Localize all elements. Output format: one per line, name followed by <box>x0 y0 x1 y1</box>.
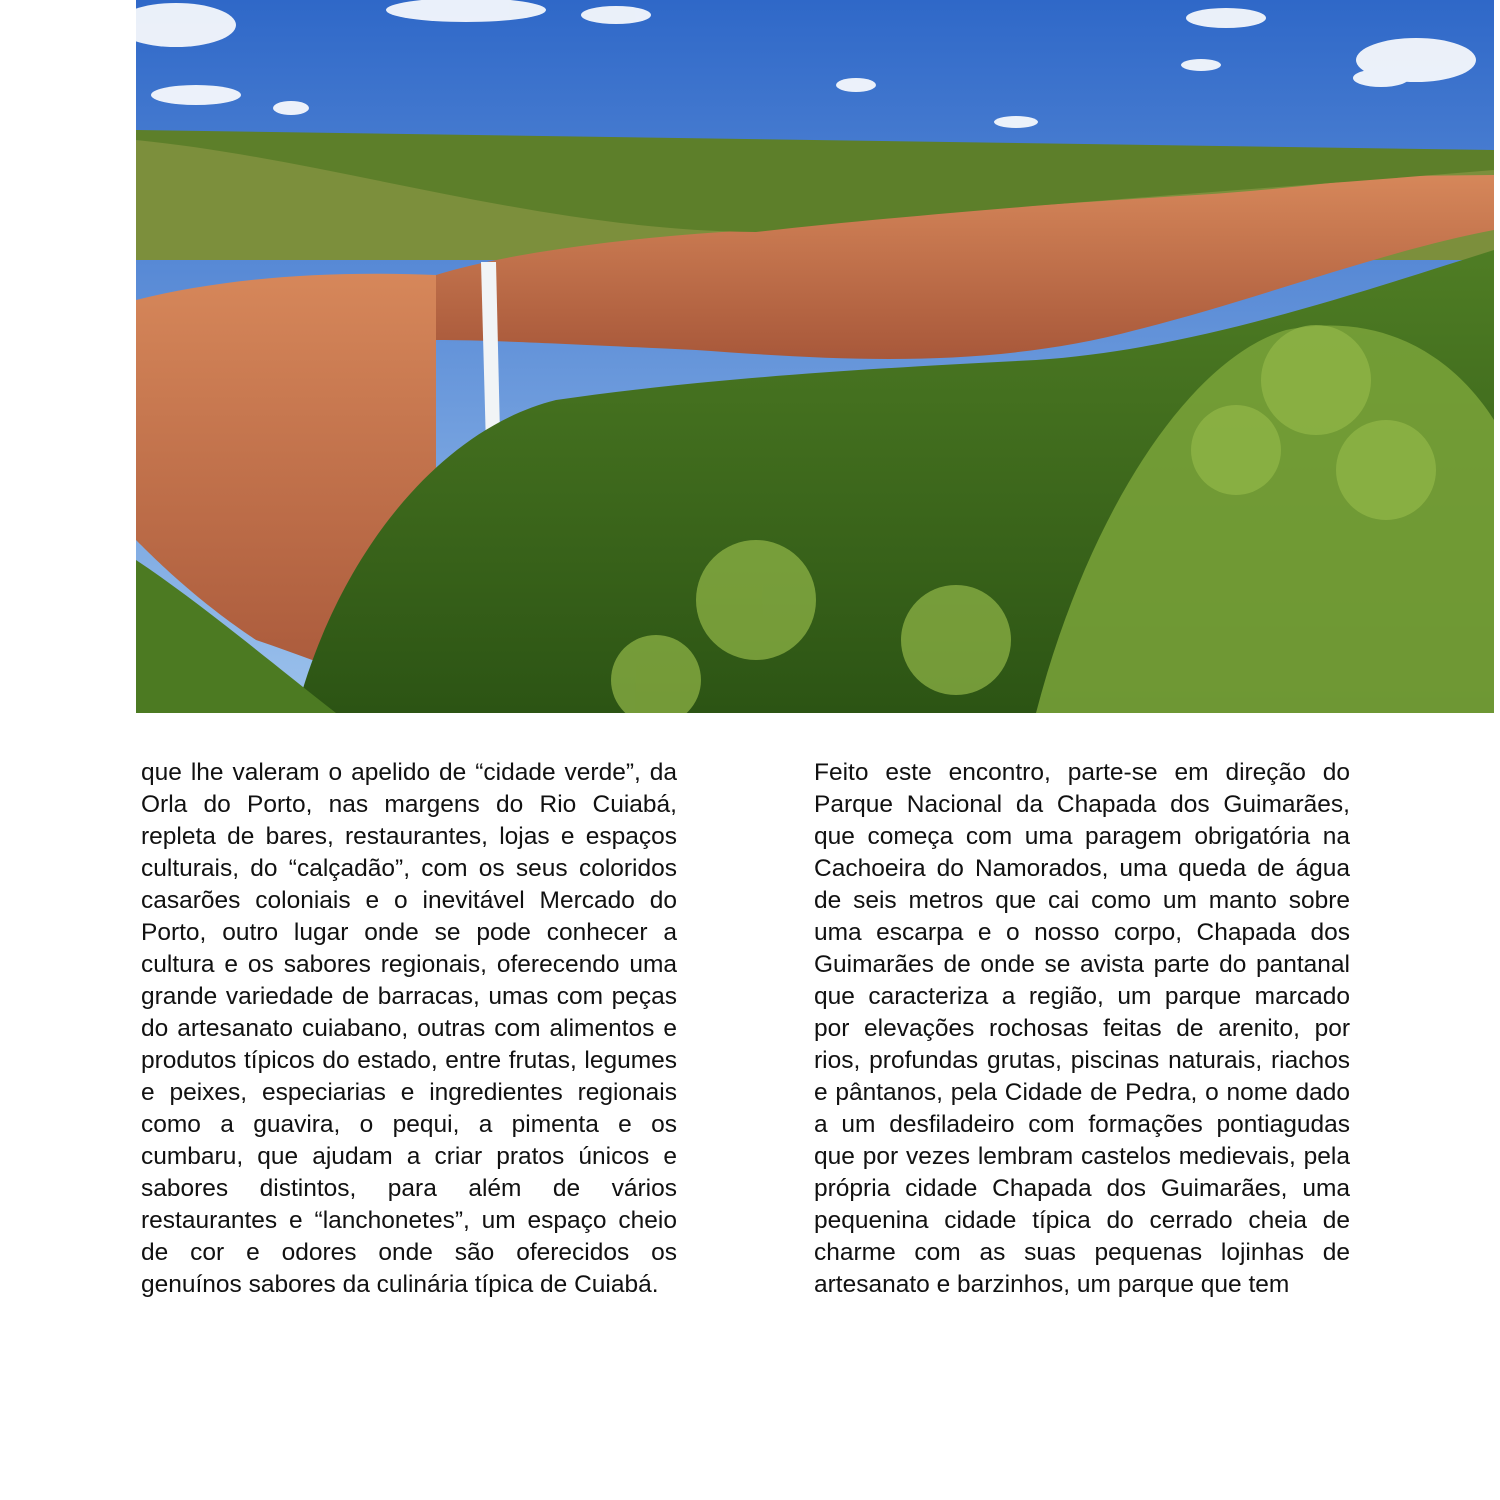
article-column-right: Feito este encontro, parte-se em direção do Parque Nacional da Chapada dos Guimarães, que começa com uma paragem obrigatória na Cachoeira do Namorados, uma queda de água de seis metros que cai como um manto sobre uma escarpa e o nosso corpo, Chapada dos Guimarães de onde se avista parte do pantanal que caracteriza a região, um parque marcado por elevações rochosas feitas de arenito, por rios, profundas grutas, piscinas naturais, riachos e pântanos, pela Cidade de Pedra, o nome dado a um desfiladeiro com formações pontiagudas que por vezes lembram castelos medievais, pela própria cidade Chapada dos Guimarães, uma pequenina cidade típica do cerrado cheia de charme com as suas pequenas lojinhas de artesanato e barzinhos, um parque que tem <box>814 759 1350 1298</box>
waterfall-canyon-illustration <box>136 0 1494 713</box>
article-column-left: que lhe valeram o apelido de “cidade verde”, da Orla do Porto, nas margens do Rio Cuiabá, repleta de bares, restaurantes, lojas e espaços culturais, do “calçadão”, com os seus coloridos casarões coloniais e o inevitável Mercado do Porto, outro lugar onde se pode conhecer a cultura e os sabores regionais, oferecendo uma grande variedade de barracas, umas com peças do artesanato cuiabano, outras com alimentos e produtos típicos do estado, entre frutas, legumes e peixes, especiarias e ingredientes regionais como a guavira, o pequi, a pimenta e os cumbaru, que ajudam a criar pratos únicos e sabores distintos, para além de vários restaurantes e “lanchonetes”, um espaço cheio de cor e odores onde são oferecidos os genuínos sabores da culinária típica de Cuiabá. <box>141 759 677 1298</box>
landscape-photo <box>136 0 1494 713</box>
